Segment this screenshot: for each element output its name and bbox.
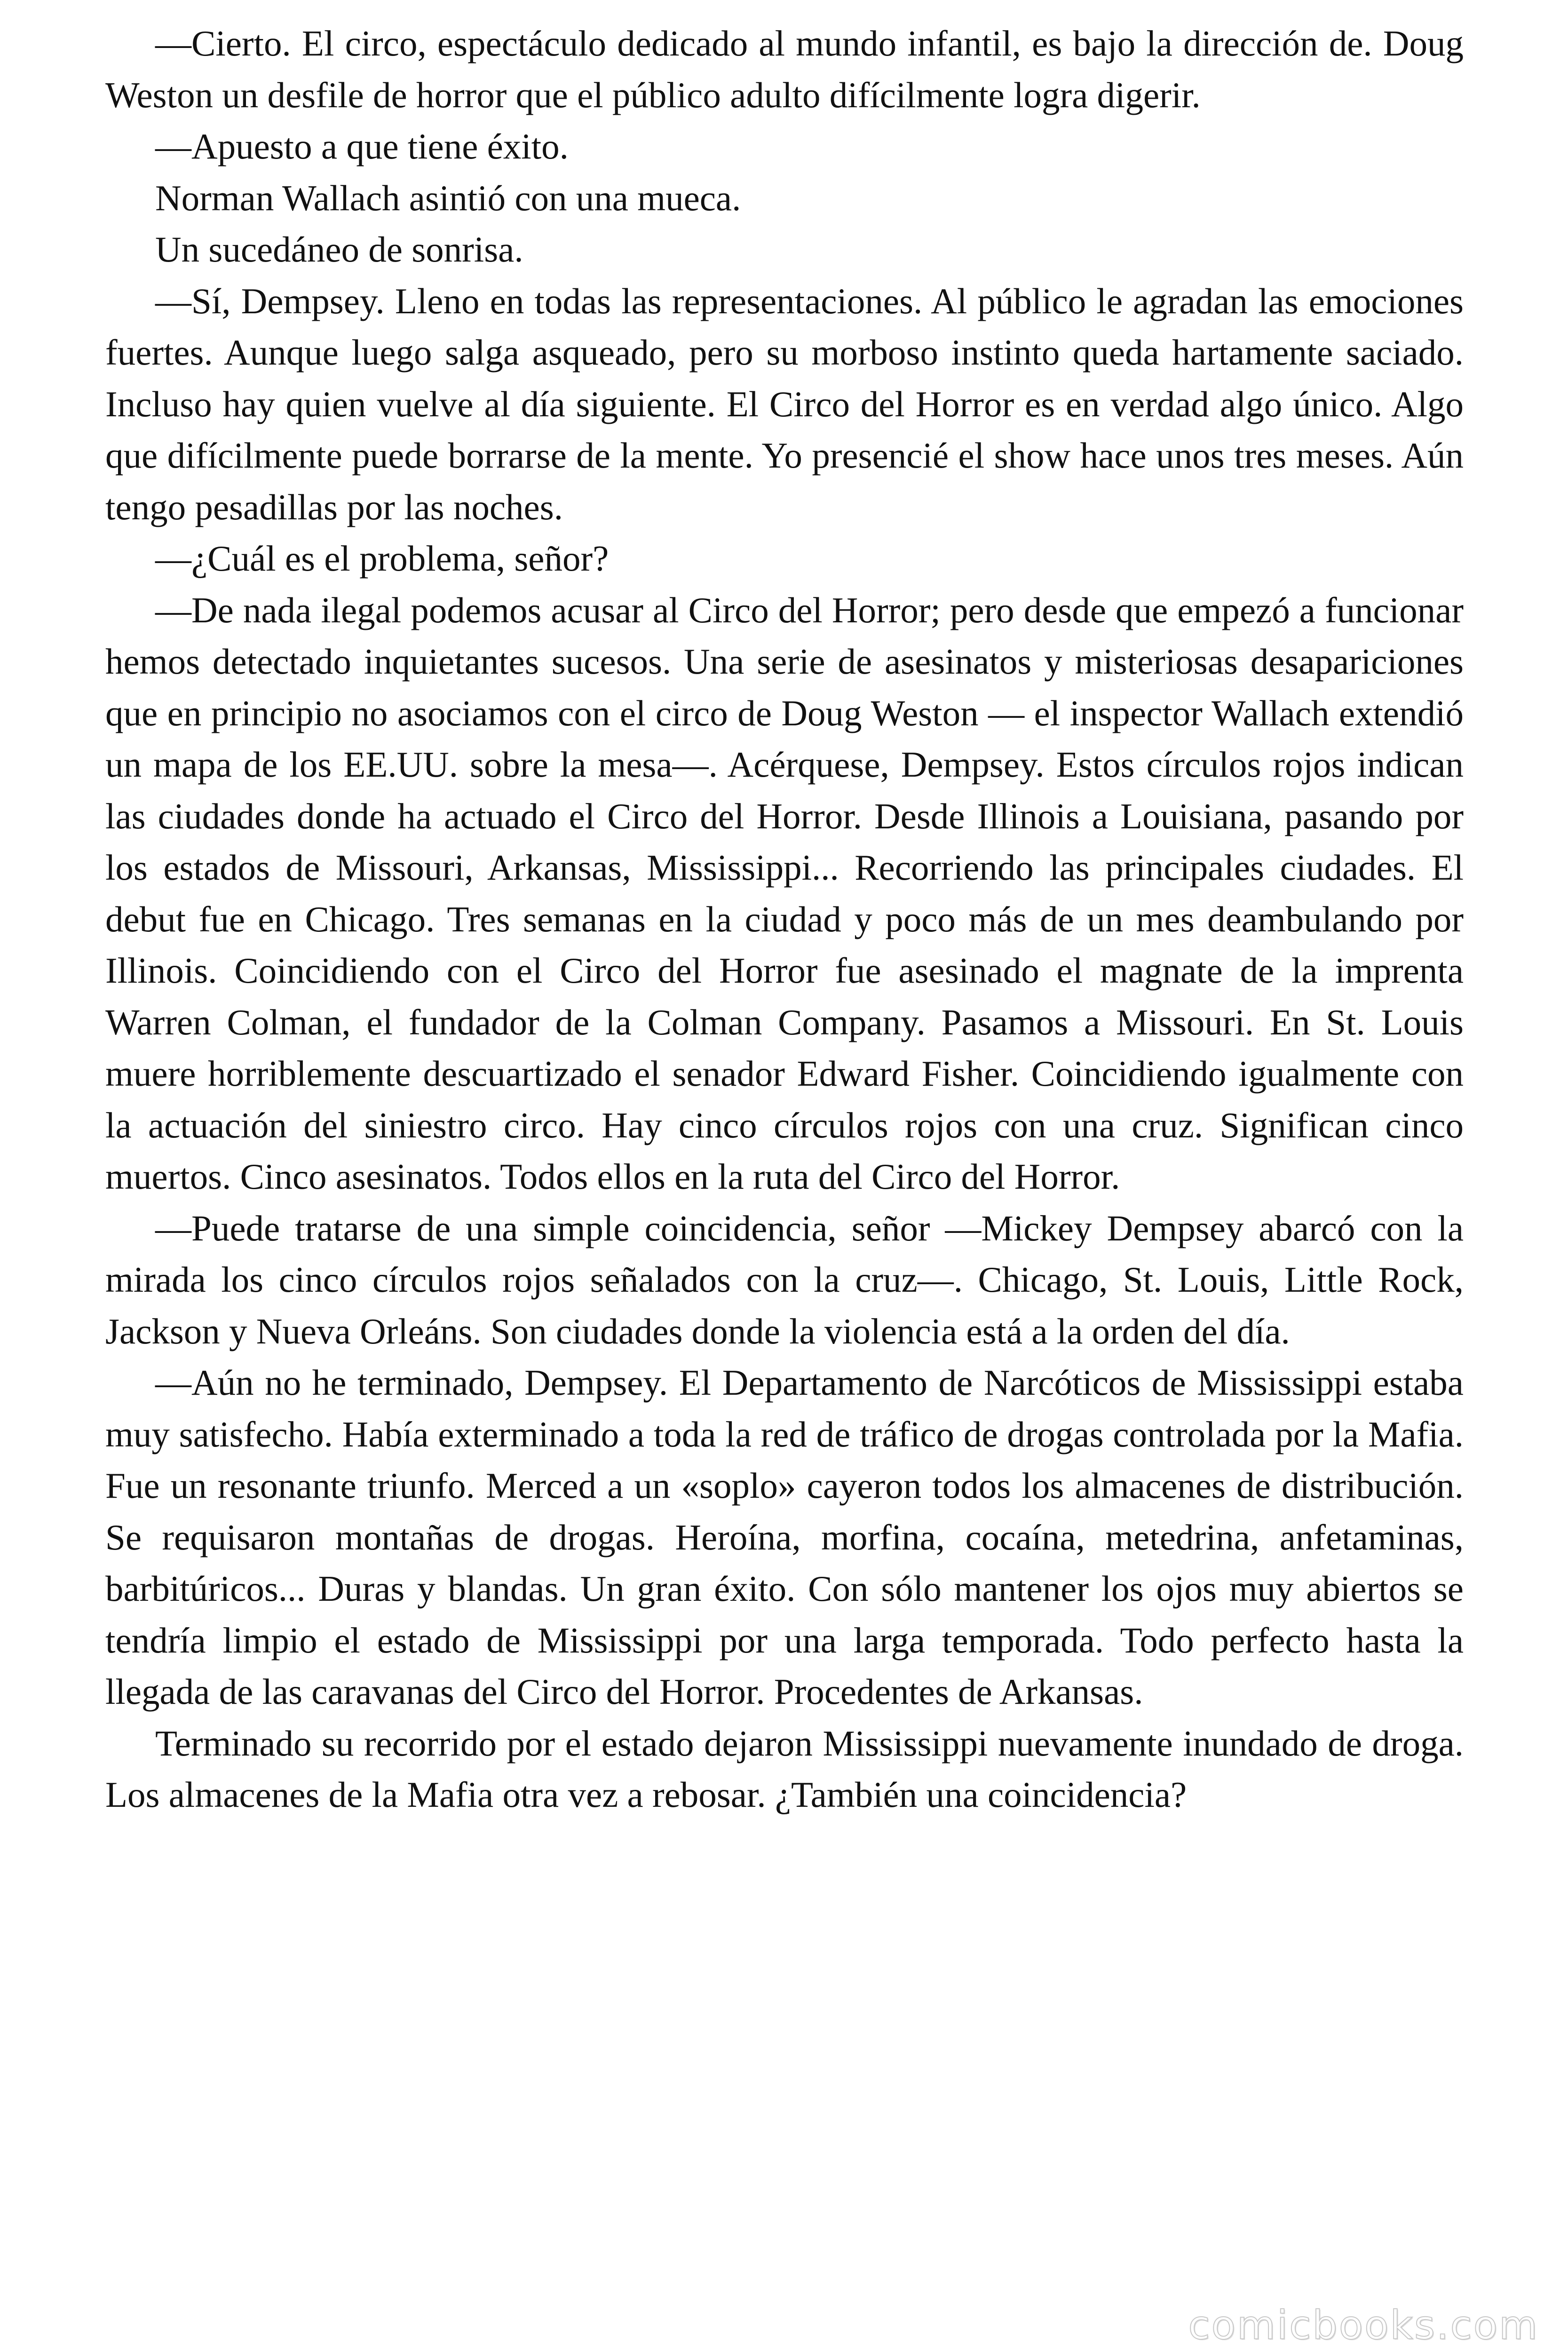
paragraph: —Aún no he terminado, Dempsey. El Departamento de Narcóticos de Mississippi estaba muy satisfecho. Había exterminado a toda la red de tráfico de drogas controlada por la Mafia. Fue un resonante triunfo. Merced a un «soplo» cayeron todos los almacenes de distribución. Se requisaron montañas de drogas. Heroína, morfina, cocaína, metedrina, anfetaminas, barbitúricos... Duras y blandas. Un gran éxito. Con sólo mantener los ojos muy abiertos se tendría limpio el estado de Mississippi por una larga temporada. Todo perfecto hasta la llegada de las caravanas del Circo del Horror. Procedentes de Arkansas. bbox=[105, 1362, 1464, 1712]
paragraph: —¿Cuál es el problema, señor? bbox=[155, 538, 609, 579]
book-page-text bbox=[105, 18, 1464, 1821]
paragraph: Un sucedáneo de sonrisa. bbox=[155, 229, 523, 270]
paragraph: —De nada ilegal podemos acusar al Circo del Horror; pero desde que empezó a funcionar hemos detectado inquietantes sucesos. Una serie de asesinatos y misteriosas desapariciones que en principio no asociamos con el circo de Doug Weston — el inspector Wallach extendió un mapa de los EE.UU. sobre la mesa—. Acérquese, Dempsey. Estos círculos rojos indican las ciudades donde ha actuado el Circo del Horror. Desde Illinois a Louisiana, pasando por los estados de Missouri, Arkansas, Mississippi... Recorriendo las principales ciudades. El debut fue en Chicago. Tres semanas en la ciudad y poco más de un mes deambulando por Illinois. Coincidiendo con el Circo del Horror fue asesinado el magnate de la imprenta Warren Colman, el fundador de la Colman Company. Pasamos a Missouri. En St. Louis muere horriblemente descuartizado el senador Edward Fisher. Coincidiendo igualmente con la actuación del siniestro circo. Hay cinco círculos rojos con una cruz. Significan cinco muertos. Cinco asesinatos. Todos ellos en la ruta del Circo del Horror. bbox=[105, 589, 1464, 1197]
paragraph: —Apuesto a que tiene éxito. bbox=[155, 126, 569, 167]
paragraph: Terminado su recorrido por el estado dejaron Mississippi nuevamente inundado de droga. Los almacenes de la Mafia otra vez a rebosar. ¿También una coincidencia? bbox=[105, 1723, 1464, 1815]
watermark: comicbooks.com bbox=[1188, 2302, 1539, 2348]
paragraph: —Puede tratarse de una simple coincidencia, señor —Mickey Dempsey abarcó con la mirada los cinco círculos rojos señalados con la cruz—. Chicago, St. Louis, Little Rock, Jackson y Nueva Orleáns. Son ciudades donde la violencia está a la orden del día. bbox=[105, 1208, 1464, 1351]
paragraph: —Cierto. El circo, espectáculo dedicado al mundo infantil, es bajo la dirección de. Doug Weston un desfile de horror que el público adulto difícilmente logra digerir. bbox=[105, 23, 1464, 115]
paragraph: Norman Wallach asintió con una mueca. bbox=[155, 177, 741, 218]
paragraph: —Sí, Dempsey. Lleno en todas las representaciones. Al público le agradan las emociones fuertes. Aunque luego salga asqueado, pero su morboso instinto queda hartamente saciado. Incluso hay quien vuelve al día siguiente. El Circo del Horror es en verdad algo único. Algo que difícilmente puede borrarse de la mente. Yo presencié el show hace unos tres meses. Aún tengo pesadillas por las noches. bbox=[105, 280, 1464, 527]
